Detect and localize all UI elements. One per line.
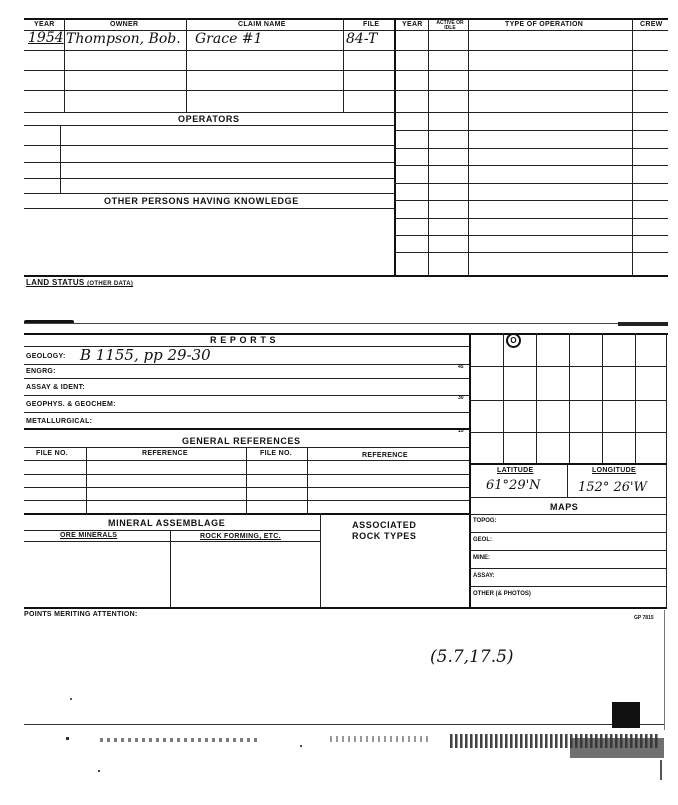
grid-marker-circle: O <box>506 333 521 348</box>
general-references-heading: GENERAL REFERENCES <box>182 436 301 446</box>
geology-label: GEOLOGY: <box>26 353 66 360</box>
associated-rock-types-heading: ASSOCIATED ROCK TYPES <box>352 520 417 541</box>
header-active-idle: ACTIVE OR IDLE <box>436 20 464 31</box>
mineral-assemblage-heading: MINERAL ASSEMBLAGE <box>108 518 226 528</box>
entry-claim-name: Grace #1 <box>195 31 263 47</box>
header-file: FILE <box>363 21 380 28</box>
ore-minerals-heading: ORE MINERALS <box>60 532 118 539</box>
header-crew: CREW <box>640 21 663 28</box>
entry-year: 1954 <box>28 30 64 46</box>
maps-assay: ASSAY: <box>473 573 495 579</box>
reports-num-45: 45 <box>458 364 464 370</box>
form-number: GP 7815 <box>634 615 654 621</box>
ref-file-no-2: FILE NO. <box>260 450 292 457</box>
header-type-of-operation: TYPE OF OPERATION <box>505 21 584 28</box>
header-year: YEAR <box>34 21 55 28</box>
assay-ident-label: ASSAY & IDENT: <box>26 384 86 391</box>
geology-value: B 1155, pp 29-30 <box>80 346 211 364</box>
land-status-label: LAND STATUS (OTHER DATA) <box>26 278 134 287</box>
longitude-label: LONGITUDE <box>592 467 636 474</box>
reports-heading: R E P O R T S <box>210 335 277 345</box>
engrg-label: ENGRG: <box>26 368 56 375</box>
maps-other: OTHER (& PHOTOS) <box>473 591 531 597</box>
entry-owner: Thompson, Bob. <box>66 31 181 47</box>
maps-geol: GEOL: <box>473 537 492 543</box>
header-year-right: YEAR <box>402 21 423 28</box>
points-meriting-label: POINTS MERITING ATTENTION: <box>24 611 138 618</box>
maps-mine: MINE: <box>473 555 490 561</box>
metallurgical-label: METALLURGICAL: <box>26 418 93 425</box>
rock-forming-heading: ROCK FORMING, ETC. <box>200 533 281 540</box>
other-persons-heading: OTHER PERSONS HAVING KNOWLEDGE <box>104 196 299 206</box>
ref-file-no-1: FILE NO. <box>36 450 68 457</box>
ref-reference-1: REFERENCE <box>142 450 188 457</box>
latitude-value: 61°29'N <box>486 478 541 493</box>
header-claim-name: CLAIM NAME <box>238 21 286 28</box>
header-owner: OWNER <box>110 21 139 28</box>
longitude-value: 152° 26'W <box>578 480 647 495</box>
geophys-label: GEOPHYS. & GEOCHEM: <box>26 401 116 408</box>
maps-topog: TOPOG: <box>473 518 497 524</box>
coordinates-note: (5.7,17.5) <box>430 647 514 667</box>
entry-file: 84-T <box>346 31 378 47</box>
reports-num-30: 30 <box>458 395 464 401</box>
operators-heading: OPERATORS <box>178 114 240 124</box>
reports-num-15: 15 <box>458 428 464 434</box>
latitude-label: LATITUDE <box>497 467 534 474</box>
ref-reference-2: REFERENCE <box>362 452 408 459</box>
maps-heading: MAPS <box>550 502 579 512</box>
